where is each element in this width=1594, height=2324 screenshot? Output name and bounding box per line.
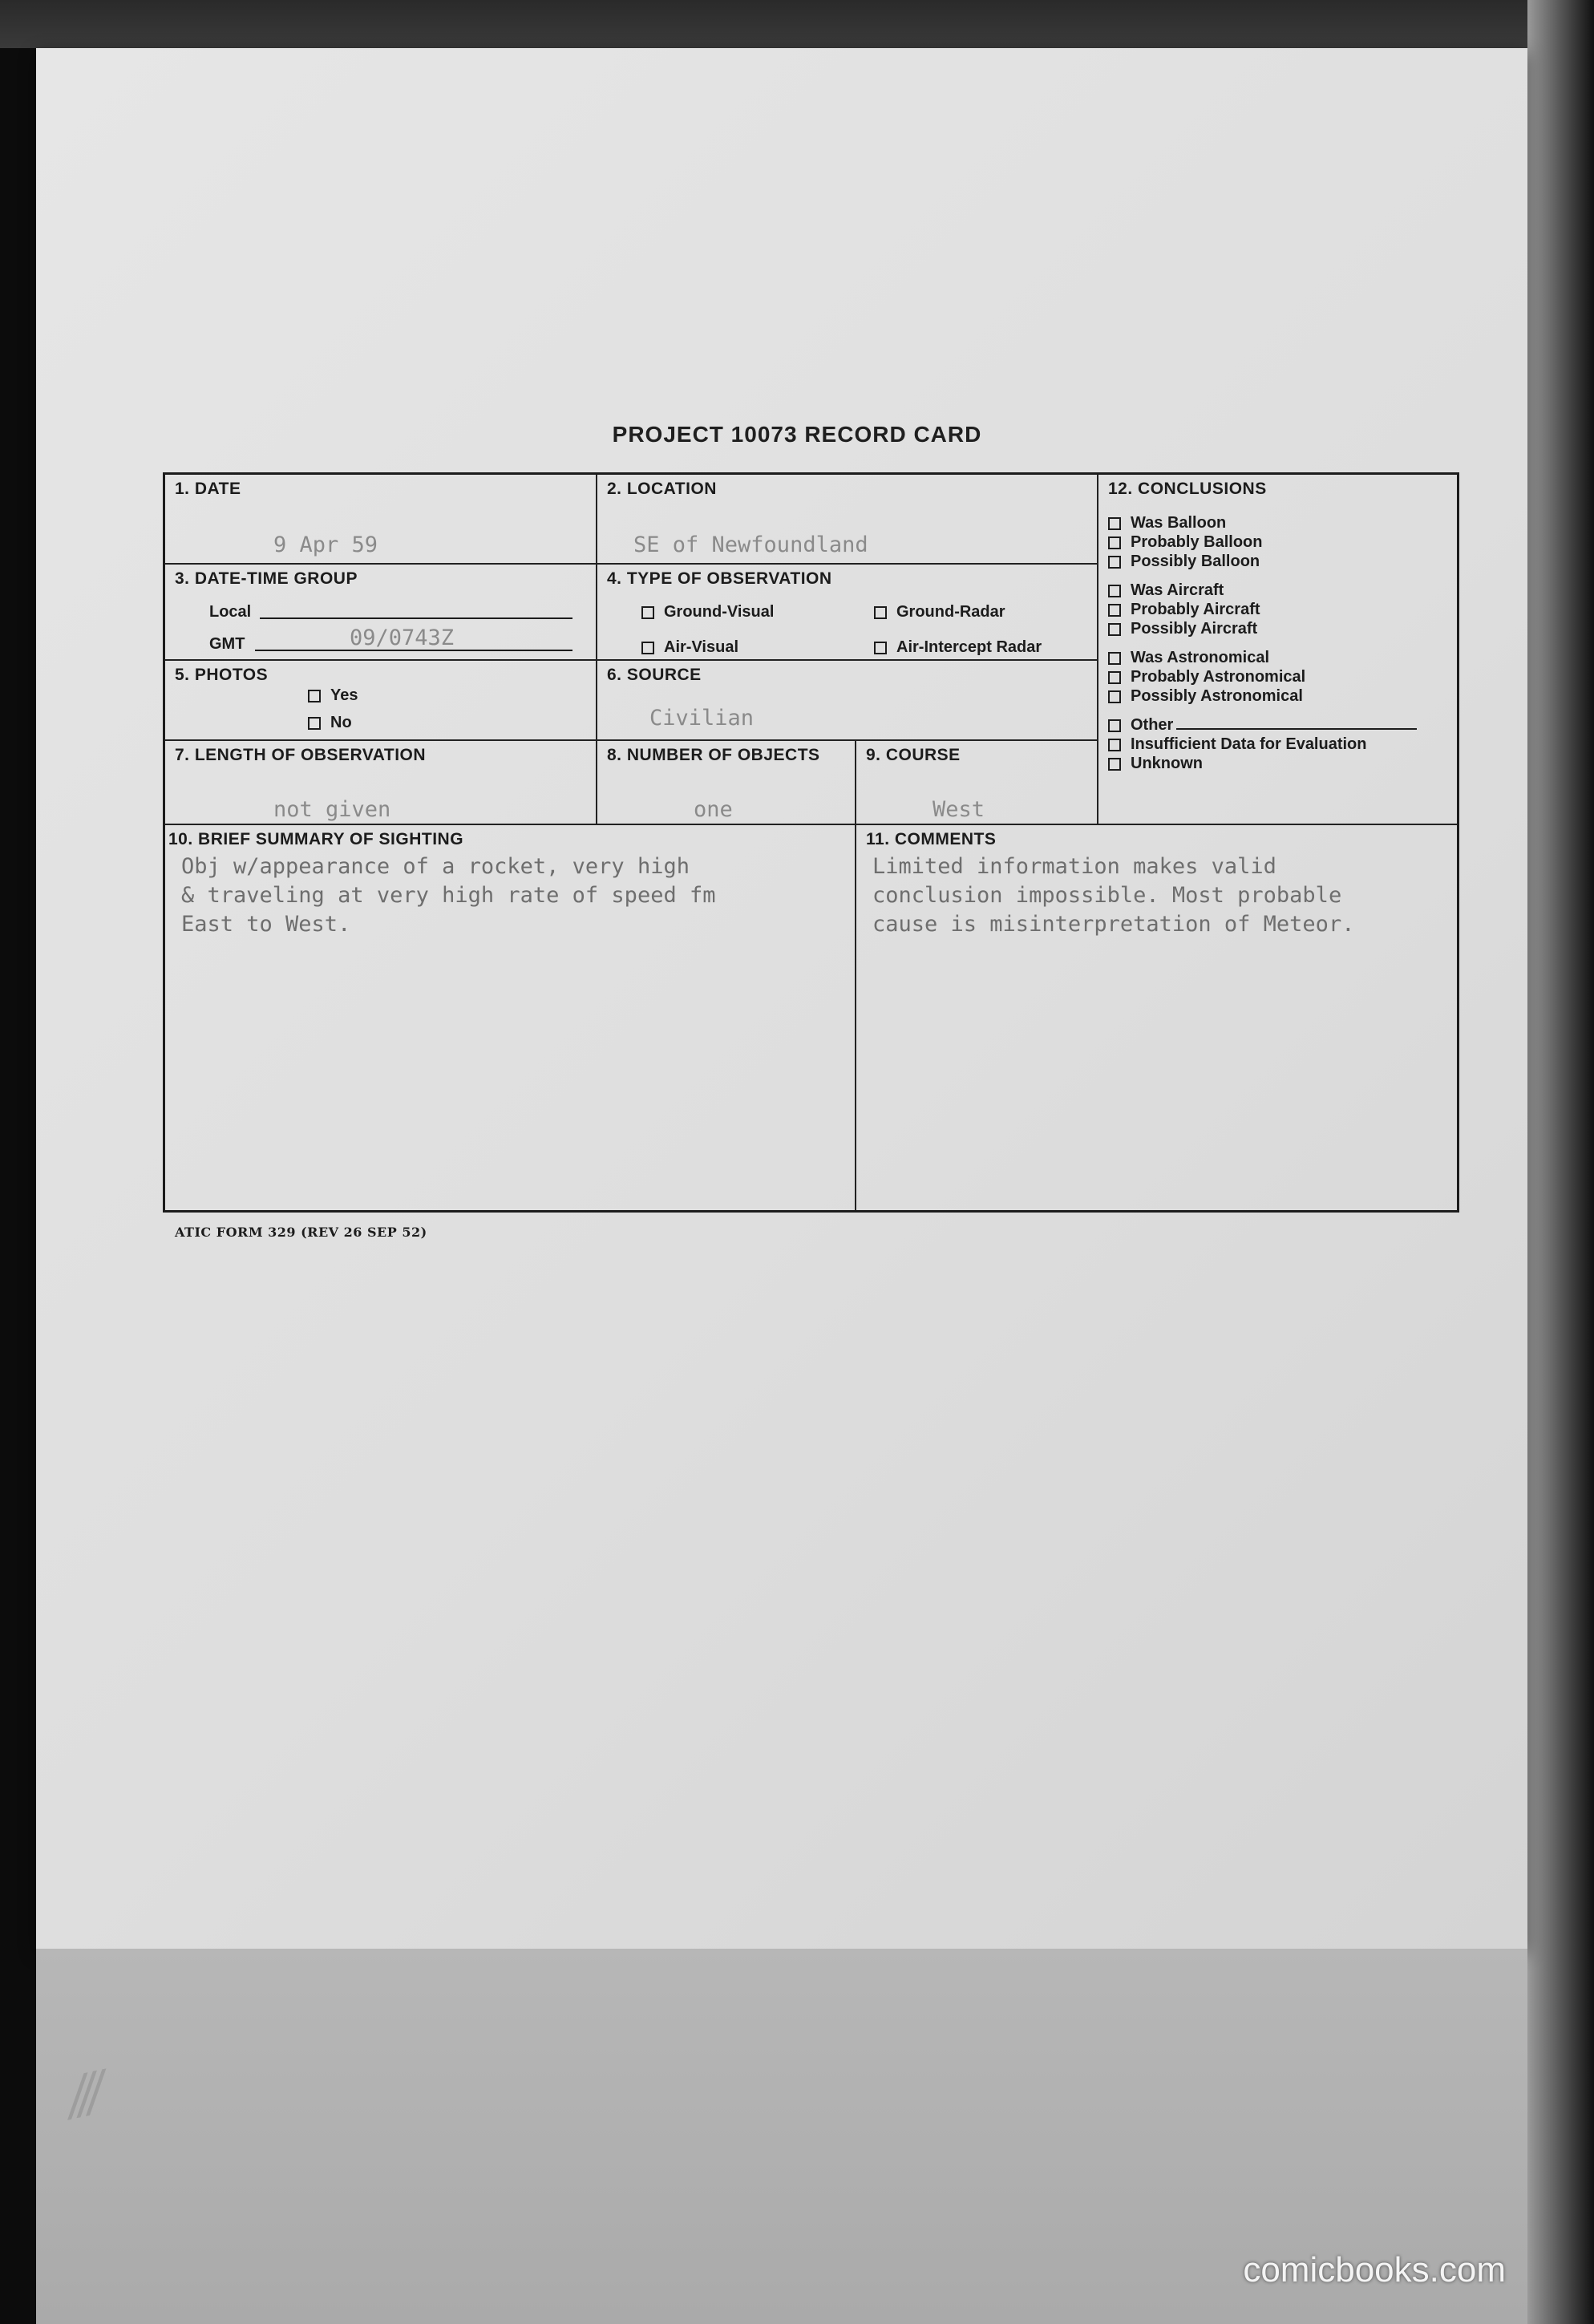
ground-radar-option [874, 603, 1005, 621]
local-label: Local [209, 603, 252, 621]
checkbox-icon [1108, 623, 1121, 636]
option-label: Ground-Visual [664, 603, 775, 621]
conclusion-label: Unknown [1131, 755, 1203, 772]
summary-label: 10. BRIEF SUMMARY OF SIGHTING [168, 830, 464, 848]
conclusion-item [1108, 735, 1461, 754]
air-intercept-radar-option [874, 638, 1042, 657]
conclusion-label: Was Aircraft [1131, 581, 1224, 599]
conclusion-item [1108, 552, 1461, 571]
conclusion-label: Probably Balloon [1131, 533, 1263, 551]
form-id: ATIC FORM 329 (REV 26 SEP 52) [175, 1225, 427, 1240]
length-value: not given [273, 797, 391, 822]
film-left-edge [0, 48, 36, 2324]
other-line [1176, 728, 1417, 730]
balloon-group [1108, 513, 1461, 571]
film-right-edge [1527, 0, 1594, 2324]
conclusion-label: Insufficient Data for Evaluation [1131, 735, 1367, 753]
location-cell [596, 475, 1097, 563]
photos-yes-option [308, 686, 358, 705]
source-label: 6. SOURCE [607, 666, 702, 684]
conclusion-label: Probably Aircraft [1131, 601, 1260, 618]
conclusion-label: Probably Astronomical [1131, 668, 1306, 686]
conclusion-item [1108, 513, 1461, 532]
option-label: Air-Visual [664, 638, 738, 656]
conclusion-item [1108, 581, 1461, 600]
conclusion-item [1108, 619, 1461, 638]
checkbox-icon [1108, 690, 1121, 703]
checkbox-icon [641, 642, 654, 654]
checkbox-icon [1108, 652, 1121, 665]
objects-value: one [694, 797, 733, 822]
conclusions-list [1108, 513, 1461, 783]
conclusion-label: Possibly Balloon [1131, 553, 1260, 570]
conclusion-item [1108, 754, 1461, 773]
checkbox-icon [1108, 536, 1121, 549]
date-value: 9 Apr 59 [273, 532, 378, 557]
gmt-label: GMT [209, 635, 245, 653]
checkbox-icon [1108, 719, 1121, 732]
course-value: West [933, 797, 985, 822]
observation-type-cell [596, 563, 1097, 659]
aircraft-group [1108, 581, 1461, 638]
other-group [1108, 715, 1461, 773]
checkbox-icon [1108, 585, 1121, 597]
source-cell [596, 659, 1097, 739]
conclusions-label: 12. CONCLUSIONS [1108, 480, 1267, 498]
conclusion-label: Was Astronomical [1131, 649, 1269, 666]
astronomical-group [1108, 648, 1461, 706]
checkbox-icon [1108, 758, 1121, 771]
photos-no-option [308, 714, 352, 732]
conclusion-label: Was Balloon [1131, 514, 1227, 532]
gmt-value: 09/0743Z [350, 626, 455, 650]
conclusion-item [1108, 600, 1461, 619]
length-cell [165, 739, 596, 824]
checkbox-icon [641, 606, 654, 619]
checkbox-icon [1108, 604, 1121, 617]
location-label: 2. LOCATION [607, 480, 717, 498]
length-label: 7. LENGTH OF OBSERVATION [175, 746, 427, 764]
faint-handwriting-mark: ⁄⁄⁄ [66, 2060, 108, 2131]
photos-label: 5. PHOTOS [175, 666, 269, 684]
objects-cell [596, 739, 855, 824]
date-label: 1. DATE [175, 480, 241, 498]
course-label: 9. COURSE [866, 746, 961, 764]
date-time-group-label: 3. DATE-TIME GROUP [175, 569, 358, 588]
record-card [163, 472, 1459, 1213]
option-label: No [330, 714, 352, 731]
conclusion-item [1108, 667, 1461, 686]
checkbox-icon [1108, 517, 1121, 530]
checkbox-icon [1108, 739, 1121, 751]
observation-type-label: 4. TYPE OF OBSERVATION [607, 569, 832, 588]
checkbox-icon [1108, 556, 1121, 569]
conclusion-item [1108, 532, 1461, 552]
summary-text: Obj w/appearance of a rocket, very high & traveling at very high rate of speed fm East to West. [181, 854, 716, 937]
comments-label: 11. COMMENTS [866, 830, 997, 848]
ground-visual-option [641, 603, 774, 621]
date-cell [165, 475, 596, 563]
local-line [260, 617, 572, 619]
comments-text: Limited information makes valid conclusion impossible. Most probable cause is misinterpretation of Meteor. [872, 854, 1355, 937]
conclusion-item [1108, 648, 1461, 667]
watermark-text: comicbooks.com [1243, 2250, 1506, 2290]
checkbox-icon [308, 717, 321, 730]
conclusion-label: Other [1131, 716, 1174, 734]
date-time-group-cell [165, 563, 596, 659]
conclusion-item [1108, 715, 1461, 735]
photos-cell [165, 659, 596, 739]
source-value: Civilian [649, 706, 755, 731]
location-value: SE of Newfoundland [633, 532, 868, 557]
summary-cell [165, 824, 855, 1210]
checkbox-icon [1108, 671, 1121, 684]
course-cell [855, 739, 1097, 824]
conclusion-label: Possibly Aircraft [1131, 620, 1258, 638]
comments-cell [855, 824, 1457, 1210]
conclusion-item [1108, 686, 1461, 706]
card-title: PROJECT 10073 RECORD CARD [612, 422, 982, 447]
option-label: Ground-Radar [896, 603, 1005, 621]
option-label: Yes [330, 686, 358, 704]
objects-label: 8. NUMBER OF OBJECTS [607, 746, 820, 764]
conclusions-cell [1097, 475, 1457, 824]
checkbox-icon [874, 606, 887, 619]
checkbox-icon [308, 690, 321, 702]
checkbox-icon [874, 642, 887, 654]
air-visual-option [641, 638, 738, 657]
option-label: Air-Intercept Radar [896, 638, 1042, 656]
conclusion-label: Possibly Astronomical [1131, 687, 1303, 705]
